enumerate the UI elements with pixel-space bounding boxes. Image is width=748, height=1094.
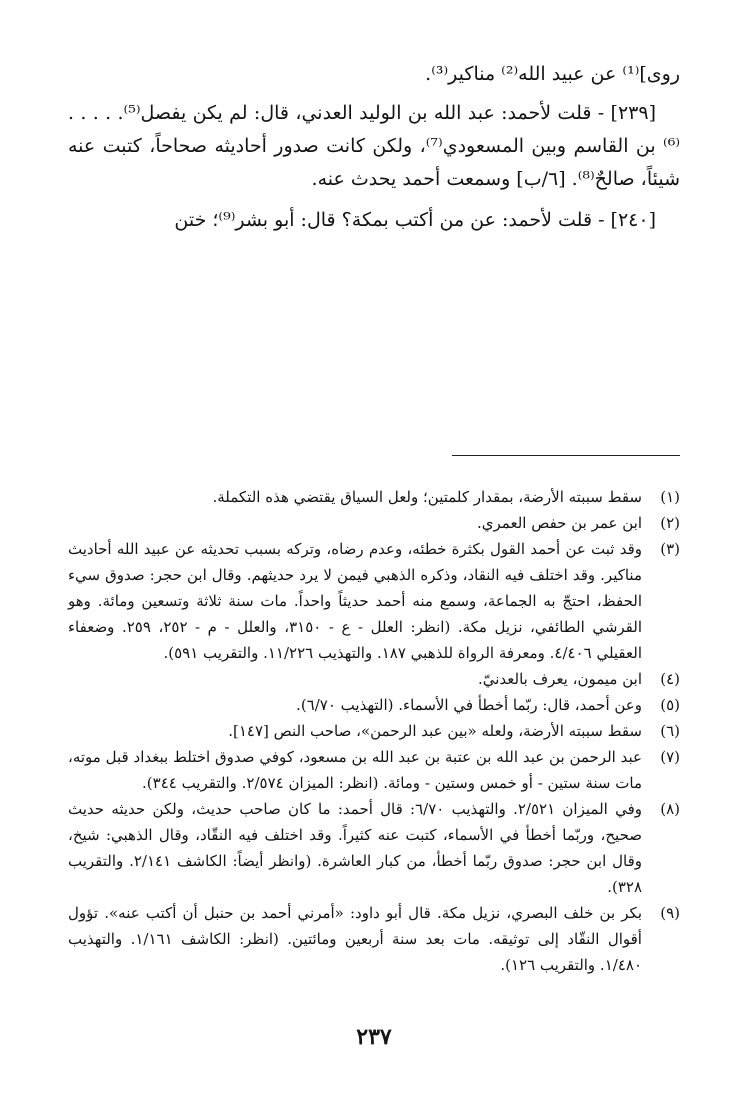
footnote-item [68, 484, 680, 510]
footnote-number: (١) [660, 488, 680, 506]
footnote-text: بكر بن خلف البصري، نزيل مكة. قال أبو داود: «أمرني أحمد بن حنبل أن أكتب عنه». تؤول أقوال النقّاد إلى توثيقه. مات بعد سنة أربعين ومائتين. (انظر: الكاشف ١/١٦١. والتهذيب ١/٤٨٠. والتقريب ١٢٦). [68, 904, 642, 974]
page-number: ٢٣٧ [356, 1024, 392, 1050]
footnote-number: (٤) [660, 670, 680, 688]
footnote-text: ابن ميمون، يعرف بالعدنيّ. [477, 670, 642, 688]
footnote-separator [452, 455, 680, 456]
footnote-text: سقط سببته الأرضة، ولعله «بين عبد الرحمن»، صاحب النص [١٤٧]. [228, 722, 642, 740]
footnote-text: ابن عمر بن حفص العمري. [477, 514, 642, 532]
footnote-text: وقد ثبت عن أحمد القول بكثرة خطئه، وعدم رضاه، وتركه بسبب تحديثه عن عبيد الله أحاديث مناكير. وقد اختلف فيه النقاد، وذكره الذهبي فيمن لا يرد حديثهم. وقال ابن حجر: صدوق سيء الحفظ، احتجّ به الجماعة، وسمع منه أحمد حديثاً واحداً. مات سنة ثلاثة وتسعين ومائة. وهو القرشي الطائفي، نزيل مكة. (انظر: العلل - ع - ٣١٥٠، والعلل - م - ٢٥٢، ٢٥٩. وضعفاء العقيلي ٤/٤٠٦. ومعرفة الرواة للذهبي ١٨٧. والتهذيب ١١/٢٢٦. والتقريب ٥٩١). [68, 540, 643, 662]
footnote-item [68, 900, 680, 978]
footnote-item [68, 718, 680, 744]
footnote-number: (٣) [660, 540, 680, 558]
footnote-item [68, 536, 680, 666]
entry-239: [٢٣٩] - قلت لأحمد: عبد الله بن الوليد العدني، قال: لم يكن يفصل⁽⁵⁾. . . . . ⁽⁶⁾ بن القاسم وبين المسعودي⁽⁷⁾، ولكن كانت صدور أحاديثه صحاحاً، كتبت عنه شيئاً، صالحٌ⁽⁸⁾. [٦/ب] وسمعت أحمد يحدث عنه. [68, 102, 680, 190]
footnotes [68, 484, 680, 978]
footnote-number: (٧) [660, 748, 680, 766]
footnote-item [68, 510, 680, 536]
footnote-text: عبد الرحمن بن عبد الله بن عتبة بن عبد الله بن مسعود، كوفي صدوق اختلط ببغداد قبل موته، مات سنة ستين - أو خمس وستين - ومائة. (انظر: الميزان ٢/٥٧٤. والتقريب ٣٤٤). [68, 748, 642, 792]
footnote-item [68, 744, 680, 796]
footnote-number: (٨) [660, 800, 680, 818]
footnote-number: (٥) [660, 696, 680, 714]
footnote-text: سقط سببته الأرضة، بمقدار كلمتين؛ ولعل السياق يقتضي هذه التكملة. [212, 488, 642, 506]
footnote-number: (٩) [660, 904, 680, 922]
footnote-item [68, 692, 680, 718]
footnote-text: وفي الميزان ٢/٥٢١. والتهذيب ٦/٧٠: قال أحمد: ما كان صاحب حديث، ولكن حديثه حديث صحيح، وربّما أخطأ في الأسماء، كتبت عنه كثيراً. وقد اختلف فيه النقّاد، وقال الذهبي: شيخ، وقال ابن حجر: صدوق ربّما أخطأ، من كبار العاشرة. (وانظر أيضاً: الكاشف ٢/١٤١. والتقريب ٣٢٨). [68, 800, 642, 896]
footnote-item [68, 796, 680, 900]
main-text [68, 58, 680, 237]
footnote-item [68, 666, 680, 692]
footnote-text: وعن أحمد، قال: ربّما أخطأ في الأسماء. (التهذيب ٦/٧٠). [296, 696, 642, 714]
footnote-number: (٦) [660, 722, 680, 740]
entry-240: [٢٤٠] - قلت لأحمد: عن من أكتب بمكة؟ قال: أبو بشر⁽⁹⁾؛ ختن [174, 209, 656, 231]
main-line-intro: روى]⁽¹⁾ عن عبيد الله⁽²⁾ مناكير⁽³⁾. [425, 63, 680, 85]
footnote-number: (٢) [660, 514, 680, 532]
